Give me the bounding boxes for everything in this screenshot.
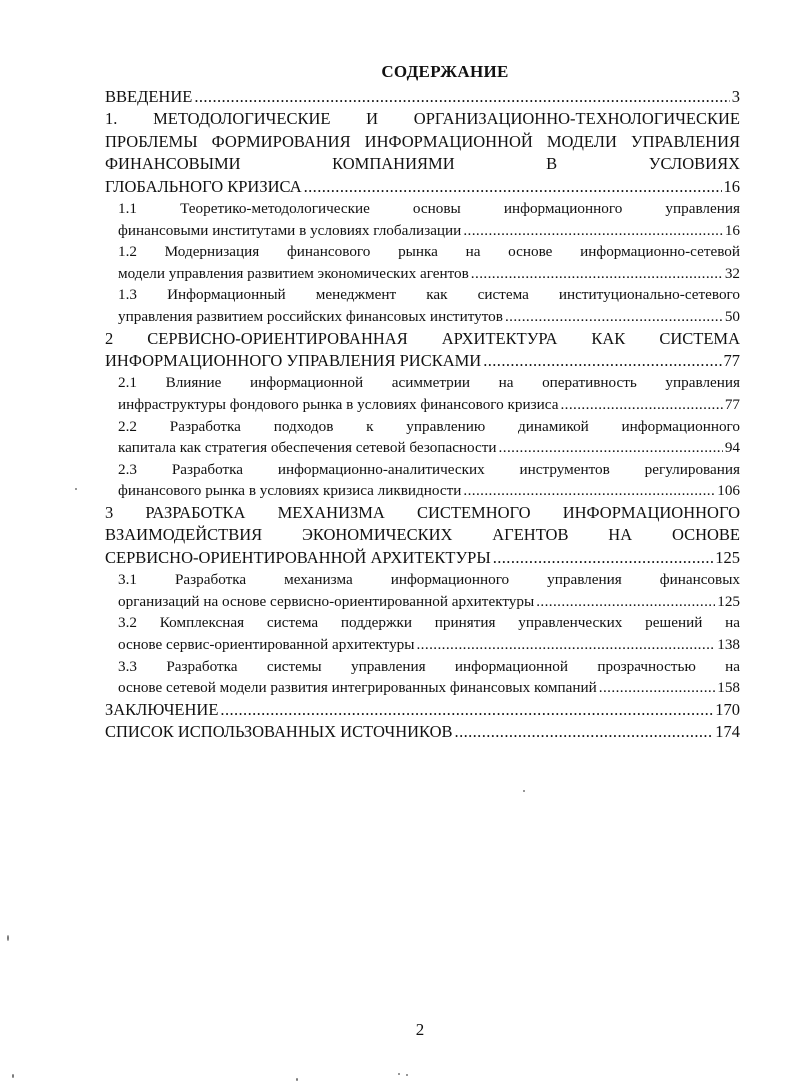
toc-entry-text: 3.2 Комплексная система поддержки принятия управленческих решений на xyxy=(118,614,740,632)
toc-entry-title: финансовыми институтами в условиях глобализации xyxy=(118,221,462,239)
toc-page-number: 106 xyxy=(717,482,740,500)
toc-entry-line xyxy=(118,263,740,285)
toc-entry-title: финансового рынка в условиях кризиса ликвидности xyxy=(118,482,462,500)
toc-entry-line xyxy=(118,394,740,416)
toc-entry-title: основе сетевой модели развития интегрированных финансовых компаний xyxy=(118,679,597,697)
toc-entry-line xyxy=(105,547,740,569)
toc-entry-line xyxy=(118,306,740,328)
toc-entry-title: ИНФОРМАЦИОННОГО УПРАВЛЕНИЯ РИСКАМИ xyxy=(105,351,482,370)
toc-entry-section-2-3[interactable] xyxy=(105,459,740,502)
leader-dots xyxy=(483,350,721,372)
toc-entry-text: 1.3 Информационный менеджмент как система институционально-сетевого xyxy=(118,286,740,304)
leader-dots xyxy=(463,220,722,242)
toc-entry-title: СПИСОК ИСПОЛЬЗОВАННЫХ ИСТОЧНИКОВ xyxy=(105,722,453,742)
toc-entry-title: капитала как стратегия обеспечения сетевой безопасности xyxy=(118,439,497,457)
toc-entry-text: 3.1 Разработка механизма информационного управления финансовых xyxy=(118,571,740,589)
toc-page-number: 125 xyxy=(715,547,740,567)
toc-entry-text: 2 СЕРВИСНО-ОРИЕНТИРОВАННАЯ АРХИТЕКТУРА КАК СИСТЕМА xyxy=(105,328,740,348)
toc-entry-title: ВВЕДЕНИЕ xyxy=(105,87,193,106)
toc-entry-title: основе сервис-ориентированной архитектуры xyxy=(118,635,415,653)
toc-page-number: 125 xyxy=(717,592,740,610)
toc-entry-line xyxy=(118,677,740,699)
toc-entry-section-1-2[interactable] xyxy=(105,241,740,284)
toc-entry-section-2-1[interactable] xyxy=(105,372,740,415)
toc-page-number: 16 xyxy=(723,176,740,196)
toc-entry-line xyxy=(105,86,740,108)
toc-page-number: 16 xyxy=(724,221,740,239)
leader-dots xyxy=(499,437,723,459)
page-number: 2 xyxy=(415,1020,425,1039)
toc-entry-title: ГЛОБАЛЬНОГО КРИЗИСА xyxy=(105,176,302,196)
toc-entry-line xyxy=(118,591,740,613)
leader-dots xyxy=(536,591,715,613)
toc-entry-conclusion[interactable] xyxy=(105,699,740,721)
toc-entry-text: 1.1 Теоретико-методологические основы информационного управления xyxy=(118,200,740,218)
toc-page-number: 77 xyxy=(724,396,740,413)
toc-entry-line xyxy=(105,176,740,198)
leader-dots xyxy=(493,547,714,569)
page-title: СОДЕРЖАНИЕ xyxy=(381,62,509,81)
toc-entry-section-3-3[interactable] xyxy=(105,656,740,699)
leader-dots xyxy=(471,263,723,285)
scan-speck xyxy=(75,488,77,490)
toc-page-number: 158 xyxy=(717,679,740,697)
toc-entry-line xyxy=(105,699,740,721)
toc-entry-text: 3.3 Разработка системы управления информационной прозрачностью на xyxy=(118,657,740,675)
toc-entry-line xyxy=(105,350,740,372)
toc-entry-text: 2.2 Разработка подходов к управлению динамикой информационного xyxy=(118,417,740,435)
toc-entry-introduction[interactable] xyxy=(105,86,740,108)
toc-entry-text: 1.2 Модернизация финансового рынка на основе информационно-сетевой xyxy=(118,243,740,261)
toc-entry-line xyxy=(118,480,740,502)
leader-dots xyxy=(463,480,715,502)
toc-entry-text: 2.3 Разработка информационно-аналитических инструментов регулирования xyxy=(118,460,740,478)
toc-entry-section-3-1[interactable] xyxy=(105,569,740,612)
toc-page-number: 32 xyxy=(724,264,740,282)
leader-dots xyxy=(560,394,722,416)
toc-entry-section-2-2[interactable] xyxy=(105,416,740,459)
leader-dots xyxy=(220,699,713,721)
toc-page-number: 50 xyxy=(724,308,740,325)
toc-entry-references[interactable] xyxy=(105,721,740,743)
toc-entry-chapter-2[interactable] xyxy=(105,328,740,373)
toc-entry-title: инфраструктуры фондового рынка в условиях финансового кризиса xyxy=(118,396,559,413)
leader-dots xyxy=(194,86,729,108)
toc-entry-line xyxy=(118,220,740,242)
leader-dots xyxy=(304,176,722,198)
leader-dots xyxy=(416,634,715,656)
toc-page-number: 3 xyxy=(731,87,740,106)
leader-dots xyxy=(599,677,715,699)
toc-entry-title: управления развитием российских финансовых институтов xyxy=(118,308,503,325)
toc-entry-section-1-1[interactable] xyxy=(105,198,740,241)
toc-entry-title: ЗАКЛЮЧЕНИЕ xyxy=(105,699,219,719)
toc-page-number: 174 xyxy=(715,722,740,742)
toc-entry-chapter-1[interactable] xyxy=(105,108,740,198)
toc-page-number: 138 xyxy=(717,635,740,653)
toc-entry-text: 1. МЕТОДОЛОГИЧЕСКИЕ И ОРГАНИЗАЦИОННО-ТЕХНОЛОГИЧЕСКИЕ ПРОБЛЕМЫ ФОРМИРОВАНИЯ ИНФОРМАЦИОННОЙ МОДЕЛИ УПРАВЛЕНИЯ ФИНАНСОВЫМИ КОМПАНИЯМИ В УСЛОВИЯХ xyxy=(105,109,740,174)
leader-dots xyxy=(505,306,723,328)
toc-entry-section-3-2[interactable] xyxy=(105,612,740,655)
table-of-contents xyxy=(105,86,740,744)
toc-page-number: 170 xyxy=(715,699,740,719)
toc-entry-line xyxy=(118,634,740,656)
leader-dots xyxy=(455,721,714,743)
toc-entry-title: организаций на основе сервисно-ориентированной архитектуры xyxy=(118,592,535,610)
toc-entry-title: модели управления развитием экономических агентов xyxy=(118,264,469,282)
toc-entry-line xyxy=(118,437,740,459)
toc-page-number: 77 xyxy=(723,351,740,370)
toc-entry-title: СЕРВИСНО-ОРИЕНТИРОВАННОЙ АРХИТЕКТУРЫ xyxy=(105,547,491,567)
toc-entry-text: 2.1 Влияние информационной асимметрии на оперативность управления xyxy=(118,374,740,392)
scan-speck xyxy=(12,1074,14,1078)
scan-speck xyxy=(296,1078,298,1081)
scan-speck xyxy=(7,935,9,941)
toc-entry-line xyxy=(105,721,740,743)
toc-entry-chapter-3[interactable] xyxy=(105,502,740,569)
toc-page-number: 94 xyxy=(724,439,740,457)
toc-entry-text: 3 РАЗРАБОТКА МЕХАНИЗМА СИСТЕМНОГО ИНФОРМАЦИОННОГО ВЗАИМОДЕЙСТВИЯ ЭКОНОМИЧЕСКИХ АГЕНТОВ НА ОСНОВЕ xyxy=(105,502,740,545)
scan-speck xyxy=(398,1073,400,1075)
toc-entry-section-1-3[interactable] xyxy=(105,284,740,327)
scan-speck xyxy=(523,790,525,792)
scan-speck xyxy=(406,1074,408,1076)
